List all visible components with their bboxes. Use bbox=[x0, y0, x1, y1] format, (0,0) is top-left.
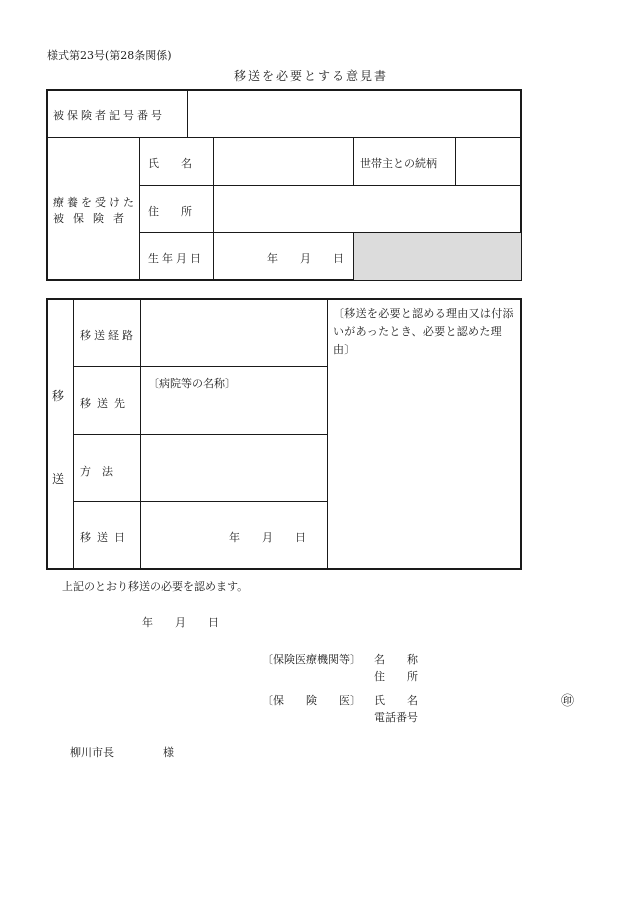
transport-date-value[interactable]: 年 月 日 bbox=[229, 531, 306, 544]
honorific: 様 bbox=[163, 746, 174, 759]
side-label-bottom: 送 bbox=[52, 472, 65, 486]
destination-label: 移送先 bbox=[80, 397, 131, 410]
institution-bracket-label: 〔保険医療機関等〕 bbox=[262, 653, 361, 666]
method-label: 方 法 bbox=[80, 465, 113, 478]
column-divider bbox=[353, 137, 354, 185]
dob-label: 生年月日 bbox=[148, 252, 204, 265]
insured-number-label: 被保険者記号番号 bbox=[53, 109, 165, 122]
recipient-label-line1: 療養を受けた bbox=[53, 196, 137, 209]
route-label: 移送経路 bbox=[80, 329, 136, 342]
address-field[interactable] bbox=[214, 186, 521, 232]
relation-field[interactable] bbox=[456, 138, 521, 185]
institution-name-label: 名 称 bbox=[374, 653, 418, 666]
statement: 上記のとおり移送の必要を認めます。 bbox=[62, 580, 249, 593]
doctor-bracket-label: 〔保 険 医〕 bbox=[262, 694, 361, 707]
doctor-phone-label: 電話番号 bbox=[374, 711, 418, 724]
relation-label: 世帯主との続柄 bbox=[360, 157, 437, 170]
form-number: 様式第23号(第28条関係) bbox=[47, 49, 172, 62]
side-label-top: 移 bbox=[52, 389, 65, 403]
column-divider bbox=[327, 299, 328, 569]
dob-value[interactable]: 年 月 日 bbox=[267, 252, 344, 265]
recipient-label-line2: 被保険者 bbox=[53, 212, 133, 225]
row-divider bbox=[73, 366, 327, 367]
name-field[interactable] bbox=[214, 138, 353, 185]
shaded-cell bbox=[354, 233, 521, 280]
address-label: 住 所 bbox=[148, 205, 192, 218]
route-field[interactable] bbox=[141, 299, 327, 366]
date-label: 移送日 bbox=[80, 531, 131, 544]
reason-text: 〔移送を必要と認める理由又は付添いがあったとき、必要と認めた理由〕 bbox=[333, 307, 514, 356]
column-divider bbox=[139, 137, 140, 280]
insured-number-field[interactable] bbox=[188, 91, 520, 137]
issue-date[interactable]: 年 月 日 bbox=[142, 616, 219, 629]
seal-icon: ㊞ bbox=[561, 694, 575, 709]
institution-address-label: 住 所 bbox=[374, 670, 418, 683]
addressee: 柳川市長 bbox=[70, 746, 114, 759]
name-label: 氏 名 bbox=[148, 157, 192, 170]
doctor-name-label: 氏 名 bbox=[374, 694, 418, 707]
destination-note: 〔病院等の名称〕 bbox=[148, 377, 236, 390]
page-title: 移送を必要とする意見書 bbox=[234, 69, 389, 83]
row-divider bbox=[73, 501, 327, 502]
method-field[interactable] bbox=[141, 435, 327, 501]
